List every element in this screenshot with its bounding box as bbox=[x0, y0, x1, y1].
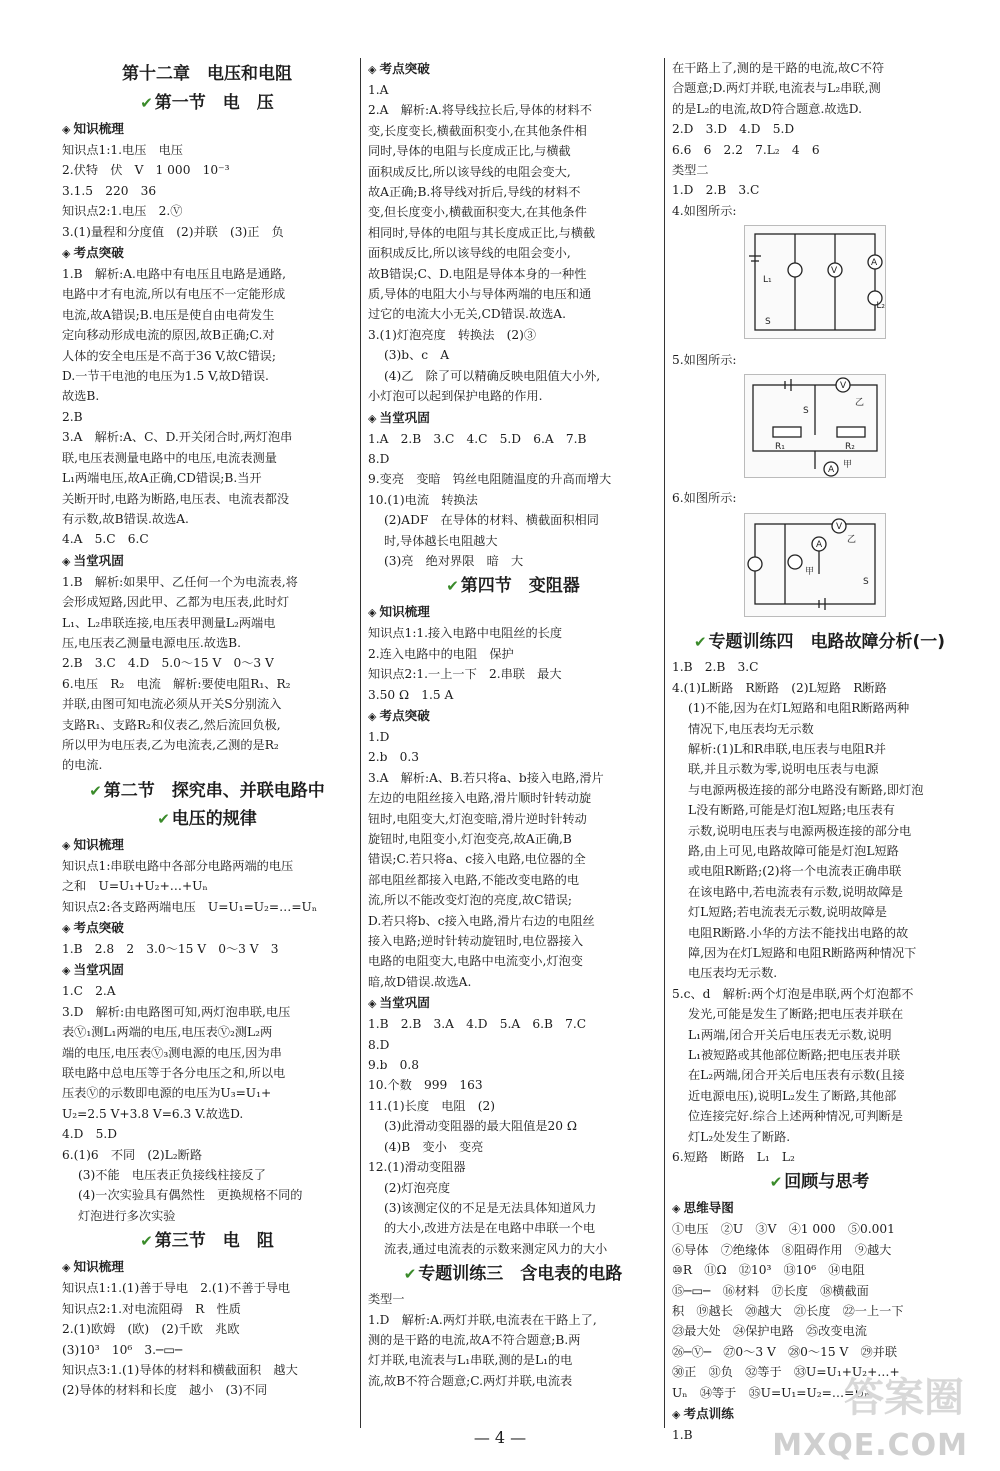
answer-line: 3.50 Ω 1.5 A bbox=[368, 687, 454, 702]
right-answers-fig6 bbox=[672, 488, 967, 508]
leaf-icon: ✔ bbox=[140, 94, 153, 112]
answer-line: 1.B 解析:A.电路中有电压且电路是通路, bbox=[62, 267, 287, 282]
answer-line: 9.b 0.8 bbox=[368, 1058, 419, 1073]
answer-line: 示数,说明电压表与电源两极连接的部分电 bbox=[688, 823, 912, 838]
diamond-icon: ◈ bbox=[62, 247, 71, 261]
answer-line: 灯L短路;若电流表无示数,说明故障是 bbox=[688, 905, 887, 920]
answer-line: 测的是干路的电流,故A不符合题意;B.两 bbox=[368, 1332, 581, 1347]
answer-line: 1.D 解析:A.两灯并联,电流表在干路上了, bbox=[368, 1312, 597, 1327]
svg-text:R₁: R₁ bbox=[775, 442, 785, 453]
subsection-heading: ◈ 思维导图 bbox=[672, 1200, 734, 1216]
answer-line: 面积成反比,所以该导线的电阻会变小, bbox=[368, 246, 571, 261]
answer-line: D.一节干电池的电压为1.5 V,故D错误. bbox=[62, 369, 269, 384]
answer-line: (4)一次实验具有偶然性 更换规格不同的 bbox=[78, 1188, 303, 1203]
answer-line: U₂=2.5 V+3.8 V=6.3 V.故选D. bbox=[62, 1106, 244, 1121]
section-title: ✔ 第二节 探究串、并联电路中 bbox=[89, 780, 325, 801]
answer-line: (4)乙 除了可以精确反映电阻值大小外, bbox=[384, 368, 601, 383]
answer-line: 积 ⑲越长 ⑳越大 ㉑长度 ㉒一上一下 bbox=[672, 1304, 904, 1319]
answer-line: 故A正确;B.将导线对折后,导线的材料不 bbox=[368, 185, 581, 200]
diamond-icon: ◈ bbox=[62, 922, 71, 935]
answer-line: 知识点2:1.电压 2.Ⓥ bbox=[62, 204, 183, 219]
answer-line: 10.个数 999 163 bbox=[368, 1078, 483, 1093]
answer-line: 过它的电流大小无关,CD错误.故选A. bbox=[368, 307, 566, 322]
subsection-heading: ◈ 考点突破 bbox=[62, 920, 124, 935]
answer-line: 3.D 解析:由电路图可知,两灯泡串联,电压 bbox=[62, 1004, 291, 1019]
answer-line: ㉚正 ㉛负 ㉜等于 ㉝U=U₁+U₂+…+ bbox=[672, 1365, 900, 1380]
answer-line: 小灯泡可以起到保护电路的作用. bbox=[368, 389, 543, 404]
answer-line: Uₙ ㉞等于 ㉟U=U₁=U₂=…=Uₙ bbox=[672, 1385, 870, 1400]
answer-line: 知识点2:1.一上一下 2.串联 最大 bbox=[368, 667, 562, 682]
answer-line: 电路的电阻变大,电路中电流变小,灯泡变 bbox=[368, 954, 583, 969]
answer-line: 3.1.5 220 36 bbox=[62, 183, 157, 198]
answer-line: 8.D bbox=[368, 451, 390, 466]
answer-line: L₁、L₂串联连接,电压表甲测量L₂两端电 bbox=[62, 615, 276, 630]
answer-line: L没有断路,可能是灯泡L短路;电压表有 bbox=[688, 803, 895, 818]
answer-line: 变,但长度变小,横截面积变大,在其他条件 bbox=[368, 205, 587, 220]
subsection-heading: ◈ 知识梳理 bbox=[62, 1259, 124, 1275]
answer-line: 6.电压 R₂ 电流 解析:要使电阻R₁、R₂ bbox=[62, 676, 291, 691]
chapter-title: 第十二章 电压和电阻 bbox=[122, 64, 292, 84]
answer-line: 故B错误;C、D.电阻是导体本身的一种性 bbox=[368, 266, 587, 281]
svg-text:A: A bbox=[828, 465, 835, 476]
answer-line: 支路R₁、支路R₂和仪表乙,然后流回负极, bbox=[62, 717, 281, 732]
svg-text:V: V bbox=[840, 381, 847, 392]
answer-line: 4.(1)L断路 R断路 (2)L短路 R断路 bbox=[672, 680, 887, 695]
answer-line: 近电源电压),说明L₂发生了断路,其他部 bbox=[688, 1088, 897, 1103]
answer-line: 灯并联,电流表与L₁串联,测的是L₁的电 bbox=[368, 1353, 573, 1368]
answer-line: L₁两端,闭合开关后电压表无示数,说明 bbox=[688, 1027, 892, 1042]
subsection-heading: ◈ 知识梳理 bbox=[368, 604, 430, 620]
answer-line: 灯泡进行多次实验 bbox=[78, 1208, 176, 1223]
answer-line: 在L₂两端,闭合开关后电压表有示数(且接 bbox=[688, 1068, 905, 1083]
answer-line: 知识点1:1.接入电路中电阻丝的长度 bbox=[368, 626, 563, 641]
answer-line: 端的电压,电压表Ⓥ₃测电源的电压,因为串 bbox=[62, 1045, 282, 1060]
diamond-icon: ◈ bbox=[62, 838, 71, 852]
answer-line: 左边的电阻丝接入电路,滑片顺时针转动旋 bbox=[368, 791, 592, 806]
answer-line: 表Ⓥ₁测L₁两端的电压,电压表Ⓥ₂测L₂两 bbox=[62, 1025, 273, 1040]
answer-line: 人体的安全电压是不高于36 V,故C错误; bbox=[62, 348, 276, 363]
answer-line: 知识点1:串联电路中各部分电路两端的电压 bbox=[62, 858, 294, 873]
answer-line: 旋钮时,电阻变小,灯泡变亮,故A正确,B bbox=[368, 832, 572, 846]
svg-text:V: V bbox=[831, 266, 838, 277]
answer-line: 1.A 2.B 3.C 4.C 5.D 6.A 7.B bbox=[368, 431, 587, 446]
answer-line: 3.(1)量程和分度值 (2)并联 (3)正 负 bbox=[62, 224, 284, 239]
leaf-icon: ✔ bbox=[446, 577, 459, 596]
subsection-heading: ◈ 当堂巩固 bbox=[62, 552, 124, 568]
section-title: ✔ 专题训练四 电路故障分析(一) bbox=[693, 632, 946, 653]
answer-line: 联,电压表测量电路中的电压,电流表测量 bbox=[62, 450, 277, 465]
answer-line: 所以甲为电压表,乙为电流表,乙测的是R₂ bbox=[62, 737, 279, 752]
answer-line: 类型一 bbox=[368, 1292, 405, 1307]
column-right bbox=[672, 58, 967, 1446]
diamond-icon: ◈ bbox=[62, 964, 71, 978]
answer-line: 路,由上可见,电路故障可能是灯泡L短路 bbox=[688, 843, 899, 858]
right-answers-fig5 bbox=[672, 350, 967, 370]
right-answers-top bbox=[672, 58, 967, 221]
answer-line: (3)此滑动变阻器的最大阻值是20 Ω bbox=[384, 1119, 578, 1134]
diamond-icon: ◈ bbox=[368, 606, 377, 620]
answer-line: 的是L₂的电流,故D符合题意.故选D. bbox=[672, 101, 862, 116]
leaf-icon: ✔ bbox=[693, 633, 707, 652]
subsection-heading: ◈ 考点训练 bbox=[672, 1406, 734, 1422]
svg-text:L₂: L₂ bbox=[876, 301, 885, 312]
subsection-heading: ◈ 考点突破 bbox=[368, 61, 430, 76]
answer-line: 2.B bbox=[62, 409, 83, 424]
answer-line: ㉓最大处 ㉔保护电路 ㉕改变电流 bbox=[672, 1324, 867, 1339]
svg-text:S: S bbox=[863, 576, 869, 587]
circuit-diagram-5 bbox=[744, 374, 886, 478]
answer-line: (3)该测定仪的不足是无法具体知道风力 bbox=[384, 1200, 597, 1215]
answer-line: 5.c、d 解析:两个灯泡是串联,两个灯泡都不 bbox=[672, 986, 914, 1001]
answer-line: 4.A 5.C 6.C bbox=[62, 532, 149, 547]
subsection-heading: ◈ 当堂巩固 bbox=[368, 995, 430, 1011]
answer-line: 定向移动形成电流的原因,故B正确;C.对 bbox=[62, 328, 275, 343]
right-answers-bottom bbox=[672, 629, 967, 1445]
answer-line: 压,电压表乙测量电源电压.故选B. bbox=[62, 635, 242, 650]
section-title: ✔ 第四节 变阻器 bbox=[446, 576, 580, 597]
answer-line: 知识点2:1.对电流阻碍 R 性质 bbox=[62, 1301, 241, 1316]
answer-line: 2.连入电路中的电阻 保护 bbox=[368, 646, 514, 661]
answer-line: 接入电路;逆时针转动旋钮时,电位器接入 bbox=[368, 934, 584, 949]
subsection-heading: ◈ 考点突破 bbox=[368, 707, 430, 723]
diamond-icon: ◈ bbox=[62, 123, 71, 136]
answer-line: (2)导体的材料和长度 越小 (3)不同 bbox=[62, 1383, 268, 1398]
answer-line: 时,导体越长电阻越大 bbox=[384, 533, 498, 548]
diamond-icon: ◈ bbox=[368, 411, 377, 425]
answer-line: 之和 U=U₁+U₂+…+Uₙ bbox=[62, 879, 208, 894]
answer-line: 变,长度变长,横截面积变小,在其他条件相 bbox=[368, 123, 587, 138]
answer-line: 1.D 2.B 3.C bbox=[672, 183, 760, 198]
svg-text:A: A bbox=[871, 258, 878, 269]
svg-text:甲: 甲 bbox=[805, 566, 815, 577]
answer-line: 会形成短路,因此甲、乙都为电压表,此时灯 bbox=[62, 595, 290, 610]
answer-line: 有示数,故B错误.故选A. bbox=[62, 511, 189, 526]
section-title: ✔ 回顾与思考 bbox=[769, 1172, 870, 1193]
watermark-site: MXQE.COM bbox=[772, 1428, 968, 1463]
answer-line: (3)b、c A bbox=[384, 348, 450, 363]
answer-line: (2)ADF 在导体的材料、横截面积相同 bbox=[384, 513, 599, 528]
answer-line: 1.B bbox=[672, 1428, 693, 1443]
answer-line: 4.D 5.D bbox=[62, 1127, 117, 1142]
answer-line: 2.(1)欧姆 (欧) (2)千欧 兆欧 bbox=[62, 1322, 240, 1337]
svg-text:甲: 甲 bbox=[843, 460, 853, 471]
diamond-icon: ◈ bbox=[368, 997, 377, 1011]
answer-line: 1.B 解析:如果甲、乙任何一个为电流表,将 bbox=[62, 574, 298, 589]
circuit-diagram-4 bbox=[744, 225, 886, 339]
answer-line: 1.D bbox=[368, 729, 390, 744]
column-divider-2 bbox=[664, 58, 665, 1428]
answer-line: 联,并且示数为零,说明电压表与电源 bbox=[688, 762, 879, 777]
diamond-icon: ◈ bbox=[368, 63, 377, 76]
svg-text:A: A bbox=[816, 539, 823, 550]
column-divider-1 bbox=[360, 58, 361, 1428]
answer-line: 1.A bbox=[368, 83, 389, 97]
answer-line: 钮时,电阻变大,灯泡变暗,滑片逆时针转动 bbox=[368, 811, 587, 826]
leaf-icon: ✔ bbox=[403, 1265, 417, 1284]
answer-line: 知识点3:1.(1)导体的材料和横截面积 越大 bbox=[62, 1362, 298, 1377]
answer-line: L₁被短路或其他部位断路;把电压表并联 bbox=[688, 1048, 901, 1062]
answer-line: 关断开时,电路为断路,电压表、电流表都没 bbox=[62, 491, 290, 506]
answer-line: 4.如图所示: bbox=[672, 203, 737, 218]
section-title: ✔ 电压的规律 bbox=[157, 808, 257, 829]
subsection-heading: ◈ 知识梳理 bbox=[62, 836, 124, 852]
answer-line: 知识点2:各支路两端电压 U=U₁=U₂=…=Uₙ bbox=[62, 899, 318, 914]
answer-line: 流,故B不符合题意;C.两灯并联,电流表 bbox=[368, 1373, 573, 1388]
answer-line: 并联,由图可知电流必须从开关S分别流入 bbox=[62, 697, 282, 712]
answer-line: 合题意;D.两灯并联,电流表与L₂串联,测 bbox=[672, 81, 881, 96]
answer-line: L₁两端电压,故A正确,CD错误;B.当开 bbox=[62, 471, 262, 486]
answer-line: ㉖─Ⓥ─ ㉗0～3 V ㉘0～15 V ㉙并联 bbox=[672, 1344, 898, 1359]
diamond-icon: ◈ bbox=[62, 554, 71, 568]
section-title: ✔ 第一节 电 压 bbox=[140, 93, 274, 113]
answer-line: 3.A 解析:A、B.若只将a、b接入电路,滑片 bbox=[368, 770, 604, 785]
answer-line: 11.(1)长度 电阻 (2) bbox=[368, 1098, 496, 1113]
answer-line: 位连接完好.综合上述两种情况,可判断是 bbox=[688, 1109, 903, 1124]
svg-text:R₂: R₂ bbox=[845, 442, 855, 453]
answer-line: 暗,故D错误.故选A. bbox=[368, 974, 472, 989]
diamond-icon: ◈ bbox=[62, 1261, 71, 1275]
answer-line: 压表Ⓥ的示数即电源的电压为U₃=U₁+ bbox=[62, 1086, 272, 1101]
answer-line: ①电压 ②U ③V ④1 000 ⑤0.001 bbox=[672, 1222, 895, 1237]
answer-line: 8.D bbox=[368, 1037, 390, 1052]
leaf-icon: ✔ bbox=[89, 781, 102, 800]
answer-line: 的电流. bbox=[62, 758, 103, 773]
svg-text:S: S bbox=[765, 317, 771, 328]
answer-line: 3.A 解析:A、C、D.开关闭合时,两灯泡串 bbox=[62, 430, 293, 445]
answer-line: 在该电路中,若电流表有示数,说明故障是 bbox=[688, 884, 903, 899]
svg-text:S: S bbox=[803, 406, 809, 417]
answer-line: 联电路中总电压等于各分电压之和,所以电 bbox=[62, 1066, 286, 1081]
subsection-heading: ◈ 知识梳理 bbox=[62, 121, 124, 136]
svg-text:L₁: L₁ bbox=[763, 275, 772, 286]
svg-text:乙: 乙 bbox=[847, 534, 857, 545]
answer-line: 3.(1)灯泡亮度 转换法 (2)③ bbox=[368, 327, 537, 342]
answer-line: 知识点1:1.(1)善于导电 2.(1)不善于导电 bbox=[62, 1281, 291, 1296]
answer-line: 解析:(1)L和R串联,电压表与电阻R并 bbox=[688, 741, 886, 756]
answer-line: 9.变亮 变暗 钨丝电阻随温度的升高而增大 bbox=[368, 472, 612, 487]
answer-line: 电阻R断路.小华的方法不能找出电路的故 bbox=[688, 925, 909, 940]
column-middle bbox=[368, 58, 658, 1391]
answer-line: 或电阻R断路;(2)将一个电流表正确串联 bbox=[688, 864, 902, 879]
answer-line: 6.6 6 2.2 7.L₂ 4 6 bbox=[672, 142, 820, 157]
leaf-icon: ✔ bbox=[769, 1173, 783, 1192]
answer-line: 电压表均无示数. bbox=[688, 966, 778, 981]
answer-line: 2.伏特 伏 V 1 000 10⁻³ bbox=[62, 163, 230, 178]
answer-line: (3)亮 绝对界限 暗 大 bbox=[384, 553, 524, 568]
answer-line: 流,所以不能改变灯泡的亮度,故C错误; bbox=[368, 893, 572, 908]
answer-line: 12.(1)滑动变阻器 bbox=[368, 1160, 466, 1175]
diamond-icon: ◈ bbox=[672, 1408, 681, 1422]
answer-line: 流表,通过电流表的示数来测定风力的大小 bbox=[384, 1241, 608, 1256]
answer-line: 障,因为在灯L短路和电阻R断路两种情况下 bbox=[688, 945, 917, 960]
answer-line: 电路中才有电流,所以有电压不一定能形成 bbox=[62, 287, 286, 302]
answer-line: 2.D 3.D 4.D 5.D bbox=[672, 122, 795, 137]
page-footer: — 4 — bbox=[473, 1428, 527, 1447]
answer-line: 6.短路 断路 L₁ L₂ bbox=[672, 1150, 795, 1165]
answer-line: 6.(1)6 不同 (2)L₂断路 bbox=[62, 1147, 203, 1162]
subsection-heading: ◈ 当堂巩固 bbox=[368, 409, 430, 425]
answer-line: 面积成反比,所以该导线的电阻会变大, bbox=[368, 164, 571, 179]
answer-line: D.若只将b、c接入电路,滑片右边的电阻丝 bbox=[368, 913, 595, 928]
answer-line: 部电阻丝都接入电路,不能改变电路的电 bbox=[368, 872, 580, 887]
answer-line: 5.如图所示: bbox=[672, 352, 737, 367]
answer-line: 电流,故A错误;B.电压是使自由电荷发生 bbox=[62, 307, 275, 322]
answer-line: (1)不能,因为在灯L短路和电阻R断路两种 bbox=[688, 701, 910, 716]
answer-line: 类型二 bbox=[672, 163, 709, 178]
subsection-heading: ◈ 当堂巩固 bbox=[62, 962, 124, 978]
answer-line: 情况下,电压表均无示数 bbox=[688, 721, 814, 736]
leaf-icon: ✔ bbox=[140, 1232, 153, 1251]
watermark-logo: 答案圈 bbox=[844, 1375, 964, 1421]
answer-line: 质,导体的电阻大小与导体两端的电压和通 bbox=[368, 287, 592, 302]
answer-line: (3)10³ 10⁶ 3.─▭─ bbox=[62, 1342, 183, 1357]
answer-line: 知识点1:1.电压 电压 bbox=[62, 143, 183, 157]
page-number: 4 bbox=[494, 1428, 506, 1447]
answer-line: 故选B. bbox=[62, 389, 100, 404]
diamond-icon: ◈ bbox=[672, 1202, 681, 1216]
answer-line: (3)不能 电压表正负接线柱接反了 bbox=[78, 1168, 266, 1183]
answer-line: 1.C 2.A bbox=[62, 984, 116, 999]
leaf-icon: ✔ bbox=[157, 809, 170, 828]
answer-line: 1.B 2.B 3.A 4.D 5.A 6.B 7.C bbox=[368, 1017, 587, 1032]
svg-text:V: V bbox=[836, 521, 843, 532]
answer-line: 2.b 0.3 bbox=[368, 750, 419, 765]
answer-line: 灯L₂处发生了断路. bbox=[688, 1129, 791, 1144]
answer-line: 10.(1)电流 转换法 bbox=[368, 492, 478, 507]
section-title: ✔ 第三节 电 阻 bbox=[140, 1231, 274, 1252]
answer-line: 1.B 2.8 2 3.0～15 V 0～3 V 3 bbox=[62, 942, 279, 956]
answer-line: 2.A 解析:A.将导线拉长后,导体的材料不 bbox=[368, 103, 592, 118]
answer-line: 在干路上了,测的是干路的电流,故C不符 bbox=[672, 61, 885, 75]
answer-line: ⑩R ⑪Ω ⑫10³ ⑬10⁶ ⑭电阻 bbox=[672, 1263, 865, 1278]
answer-line: 相同时,导体的电阻与其长度成正比,与横截 bbox=[368, 225, 596, 240]
answer-line: 同时,导体的电阻与长度成正比,与横截 bbox=[368, 144, 571, 159]
answer-line: ⑥导体 ⑦绝缘体 ⑧阻碍作用 ⑨越大 bbox=[672, 1242, 892, 1257]
column-left bbox=[62, 58, 352, 1401]
diamond-icon: ◈ bbox=[368, 709, 377, 723]
section-title: ✔ 专题训练三 含电表的电路 bbox=[403, 1264, 623, 1285]
svg-text:乙: 乙 bbox=[855, 398, 865, 409]
answer-line: 与电源两极连接的部分电路没有断路,即灯泡 bbox=[688, 782, 924, 797]
answer-line: 的大小,改进方法是在电路中串联一个电 bbox=[384, 1221, 596, 1236]
subsection-heading: ◈ 考点突破 bbox=[62, 245, 124, 261]
circuit-diagram-6 bbox=[744, 513, 886, 617]
answer-line: (4)B 变小 变亮 bbox=[384, 1139, 484, 1154]
answer-line: 1.B 2.B 3.C bbox=[672, 660, 759, 675]
answer-line: ⑮─▭─ ⑯材料 ⑰长度 ⑱横截面 bbox=[672, 1283, 869, 1298]
answer-line: (2)灯泡亮度 bbox=[384, 1180, 451, 1195]
answer-line: 6.如图所示: bbox=[672, 491, 737, 506]
answer-line: 2.B 3.C 4.D 5.0～15 V 0～3 V bbox=[62, 656, 274, 671]
answer-line: 错误;C.若只将a、c接入电路,电位器的全 bbox=[368, 852, 586, 867]
answer-line: 发光,可能是发生了断路;把电压表并联在 bbox=[688, 1007, 904, 1022]
